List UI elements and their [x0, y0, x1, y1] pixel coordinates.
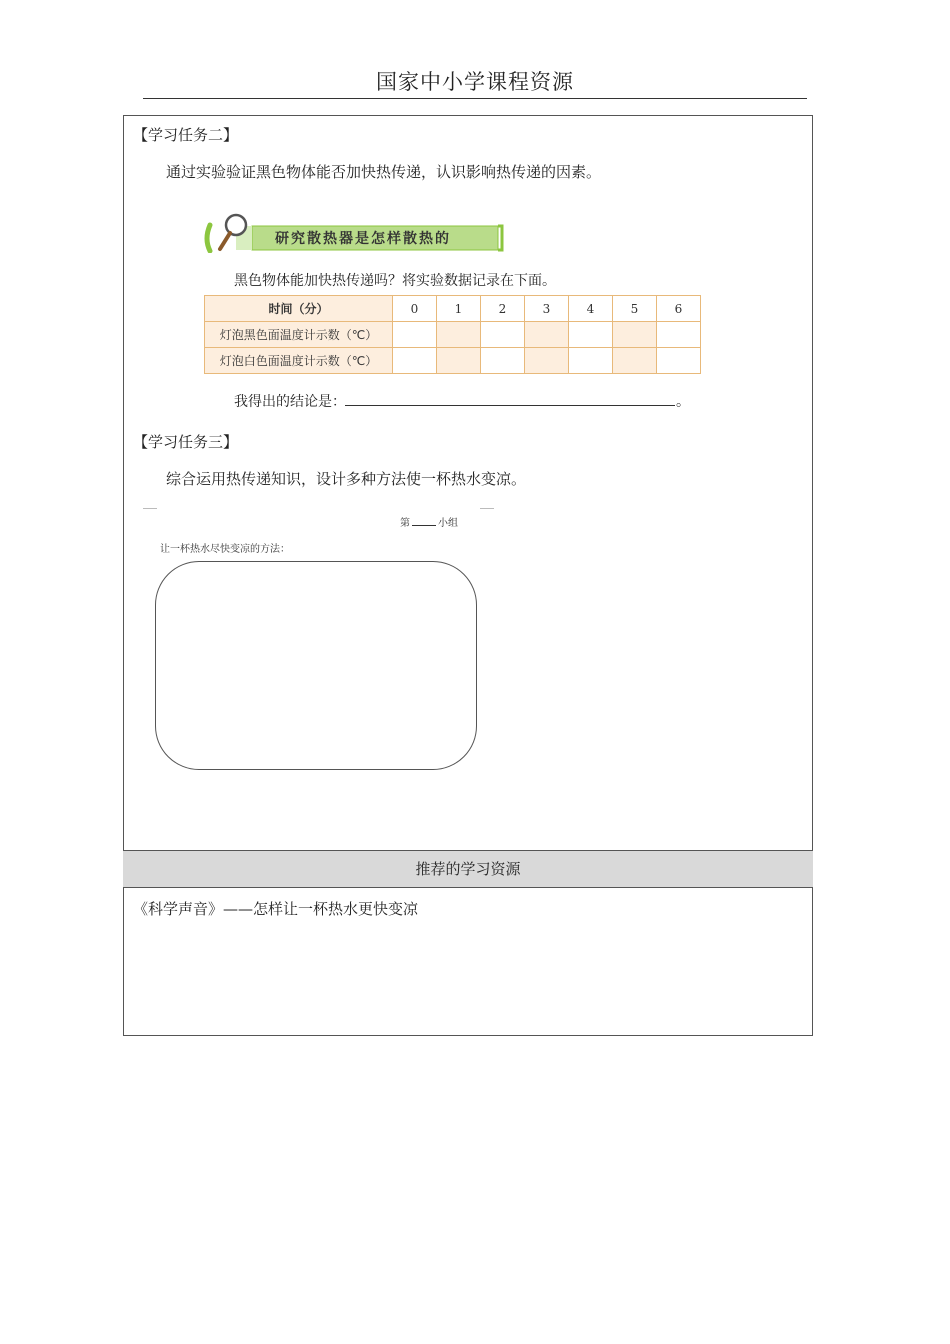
method-label: 让一杯热水尽快变凉的方法： — [160, 544, 290, 555]
header-divider — [143, 98, 807, 99]
data-cell[interactable] — [393, 348, 437, 374]
group-number-blank[interactable] — [412, 516, 436, 526]
table-header-row — [205, 296, 701, 322]
data-cell[interactable] — [613, 322, 657, 348]
page-header-title: 国家中小学课程资源 — [376, 70, 574, 94]
divider-tick — [143, 508, 157, 509]
resources-header: 推荐的学习资源 — [123, 850, 813, 888]
time-cell: 0 — [393, 296, 437, 322]
divider-tick — [480, 508, 494, 509]
table-row — [205, 322, 701, 348]
time-cell: 4 — [569, 296, 613, 322]
experiment-question: 黑色物体能加快热传递吗？将实验数据记录在下面。 — [234, 273, 556, 289]
data-cell[interactable] — [525, 322, 569, 348]
task2-description: 通过实验验证黑色物体能否加快热传递，认识影响热传递的因素。 — [166, 163, 602, 181]
group-prefix: 第 — [400, 518, 410, 529]
row-label-white: 灯泡白色面温度计示数（℃） — [205, 348, 393, 374]
group-suffix: 小组 — [438, 518, 458, 529]
table-row — [205, 348, 701, 374]
data-cell[interactable] — [481, 348, 525, 374]
data-cell[interactable] — [481, 322, 525, 348]
method-answer-box[interactable] — [155, 561, 477, 770]
data-cell[interactable] — [393, 322, 437, 348]
data-cell[interactable] — [657, 348, 701, 374]
data-cell[interactable] — [437, 322, 481, 348]
data-cell[interactable] — [525, 348, 569, 374]
task2-title: 【学习任务二】 — [133, 126, 239, 144]
time-cell: 6 — [657, 296, 701, 322]
data-table — [204, 295, 701, 374]
task3-title: 【学习任务三】 — [133, 433, 239, 451]
conclusion-label: 我得出的结论是： — [234, 394, 346, 410]
resource-item[interactable]: 《科学声音》——怎样让一杯热水更快变凉 — [133, 900, 419, 918]
data-cell[interactable] — [569, 348, 613, 374]
row-label-black: 灯泡黑色面温度计示数（℃） — [205, 322, 393, 348]
conclusion-end-mark: 。 — [676, 394, 690, 410]
time-cell: 2 — [481, 296, 525, 322]
data-cell[interactable] — [657, 322, 701, 348]
time-cell: 3 — [525, 296, 569, 322]
time-cell: 5 — [613, 296, 657, 322]
banner-title: 研究散热器是怎样散热的 — [275, 231, 451, 247]
data-cell[interactable] — [437, 348, 481, 374]
data-cell[interactable] — [613, 348, 657, 374]
task3-description: 综合运用热传递知识，设计多种方法使一杯热水变凉。 — [166, 470, 527, 488]
data-cell[interactable] — [569, 322, 613, 348]
time-cell: 1 — [437, 296, 481, 322]
conclusion-answer-line[interactable] — [345, 405, 675, 406]
group-label — [400, 514, 458, 529]
time-header: 时间（分） — [205, 296, 393, 322]
